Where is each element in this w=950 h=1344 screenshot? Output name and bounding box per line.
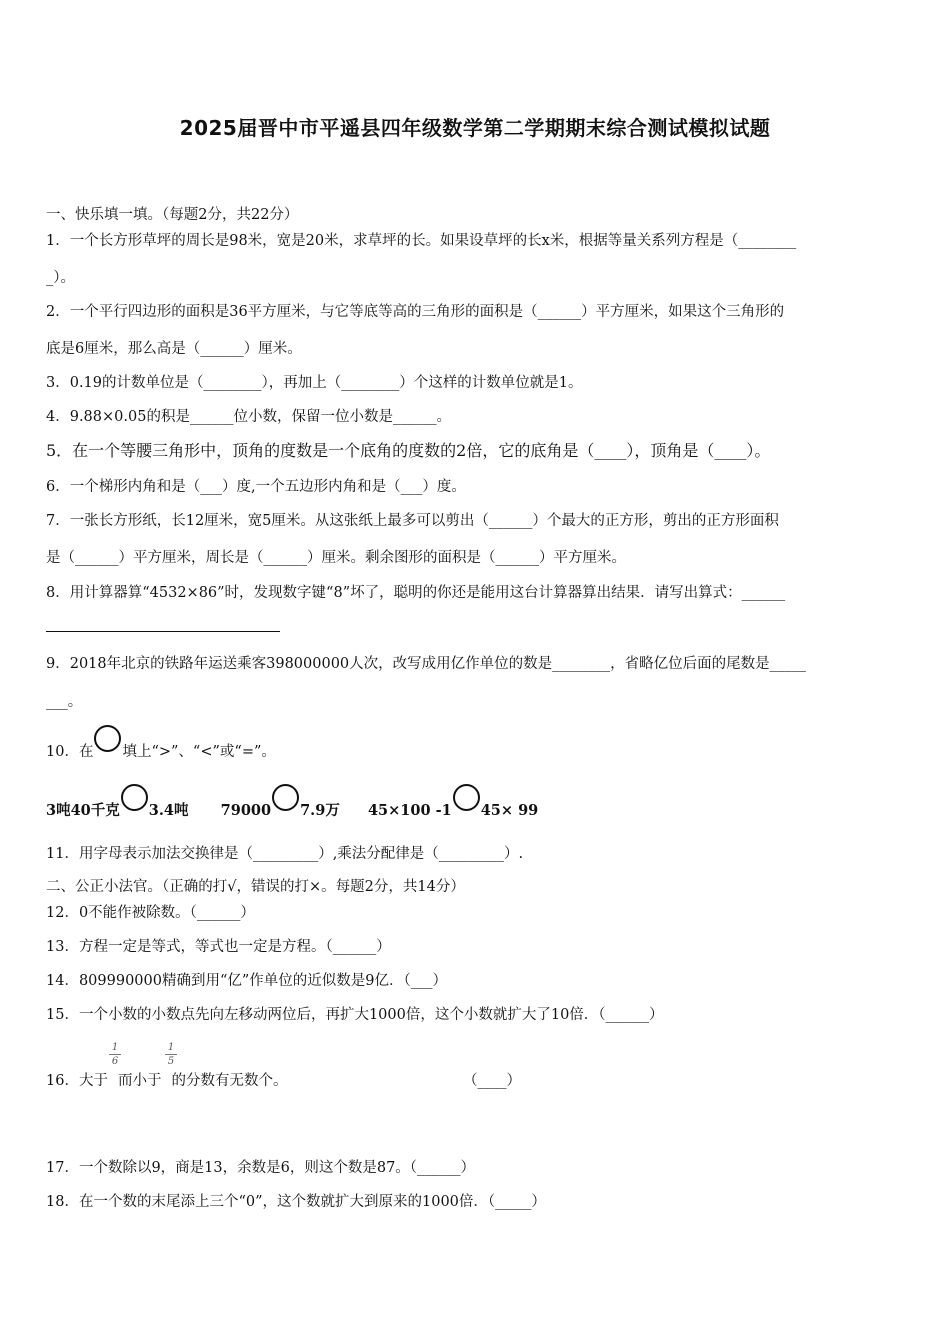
- question-2-line-2: 底是6厘米，那么高是（______）厘米。: [46, 341, 302, 357]
- question-16-part-2: 而小于: [117, 1073, 162, 1089]
- question-9-line-1: 9．2018年北京的铁路年运送乘客398000000人次，改写成用亿作单位的数是________，省略亿位后面的尾数是_____: [46, 656, 806, 672]
- question-5: 5．在一个等腰三角形中，顶角的度数是一个底角的度数的2倍，它的底角是（____），顶角是（____）。: [46, 441, 771, 460]
- question-8-line-1: 8．用计算器算“4532×86”时，发现数字键“8”坏了，聪明的你还是能用这台计算器算出结果．请写出算式：______: [46, 585, 786, 601]
- fraction-2-denominator: 5: [167, 1056, 175, 1067]
- question-4: 4．9.88×0.05的积是______位小数，保留一位小数是______。: [46, 409, 451, 425]
- question-18: 18．在一个数的末尾添上三个“0”，这个数就扩大到原来的1000倍．（_____）: [46, 1194, 546, 1210]
- fraction-one-fifth: [165, 1042, 177, 1067]
- question-10-prompt: [46, 735, 276, 762]
- fraction-one-sixth: [109, 1042, 121, 1067]
- question-16-part-3: 的分数有无数个。: [171, 1073, 288, 1089]
- question-7-line-1: 7．一张长方形纸，长12厘米，宽5厘米。从这张纸上最多可以剪出（______）个最大的正方形，剪出的正方形面积: [46, 513, 779, 529]
- comparison-3-left: 45×100 -1: [367, 802, 452, 819]
- question-16-part-1: 16．大于: [46, 1073, 108, 1089]
- question-10-prefix: 10．在: [46, 744, 94, 760]
- fraction-1-denominator: 6: [111, 1056, 119, 1067]
- comparison-3-right: 45× 99: [480, 802, 539, 819]
- fraction-2-numerator: 1: [167, 1042, 175, 1053]
- comparison-2-left: 79000: [220, 802, 272, 819]
- question-2-line-1: 2．一个平行四边形的面积是36平方厘米，与它等底等高的三角形的面积是（______）平方厘米，如果这个三角形的: [46, 304, 785, 320]
- question-15: 15．一个小数的小数点先向左移动两位后，再扩大1000倍，这个小数就扩大了10倍．（______）: [46, 1007, 664, 1023]
- question-10-suffix: 填上“>”、“<”或“=”。: [122, 744, 276, 760]
- compare-circle-icon: [94, 725, 121, 752]
- comparison-1-left: 3吨40千克: [46, 802, 120, 819]
- question-16: [46, 1069, 287, 1090]
- question-7-line-2: 是（______）平方厘米，周长是（______）厘米。剩余图形的面积是（______）平方厘米。: [46, 550, 626, 566]
- question-13: 13．方程一定是等式，等式也一定是方程。（______）: [46, 939, 391, 955]
- question-16-blank: （____）: [463, 1073, 521, 1089]
- section-2-heading: 二、公正小法官。（正确的打√，错误的打×。每题2分，共14分）: [46, 879, 465, 895]
- section-1-heading: 一、快乐填一填。（每题2分，共22分）: [46, 207, 299, 223]
- question-6: 6．一个梯形内角和是（___）度,一个五边形内角和是（___）度。: [46, 479, 466, 495]
- question-17: 17．一个数除以9，商是13，余数是6，则这个数是87。（______）: [46, 1160, 476, 1176]
- question-11: 11．用字母表示加法交换律是（_________）,乘法分配律是（_________）.: [46, 846, 524, 862]
- comparison-2-circle[interactable]: [272, 784, 299, 811]
- comparison-1-circle[interactable]: [121, 784, 148, 811]
- question-1-line-2: _）。: [46, 270, 75, 286]
- comparison-3-circle[interactable]: [453, 784, 480, 811]
- question-9-line-2: ___。: [46, 694, 83, 710]
- page-title: 2025届晋中市平遥县四年级数学第二学期期末综合测试模拟试题: [179, 116, 771, 140]
- question-10-comparisons: [46, 794, 538, 821]
- question-14: 14．809990000精确到用“亿”作单位的近似数是9亿．（___）: [46, 973, 448, 989]
- fraction-1-numerator: 1: [111, 1042, 119, 1053]
- question-3: 3．0.19的计数单位是（________），再加上（________）个这样的计数单位就是1。: [46, 375, 583, 391]
- question-12: 12．0不能作被除数。（______）: [46, 905, 255, 921]
- comparison-2-right: 7.9万: [300, 802, 340, 819]
- comparison-1-right: 3.4吨: [148, 802, 189, 819]
- question-8-answer-line: [46, 631, 280, 632]
- question-1-line-1: 1．一个长方形草坪的周长是98米，宽是20米，求草坪的长。如果设草坪的长x米，根据等量关系列方程是（________: [46, 233, 797, 249]
